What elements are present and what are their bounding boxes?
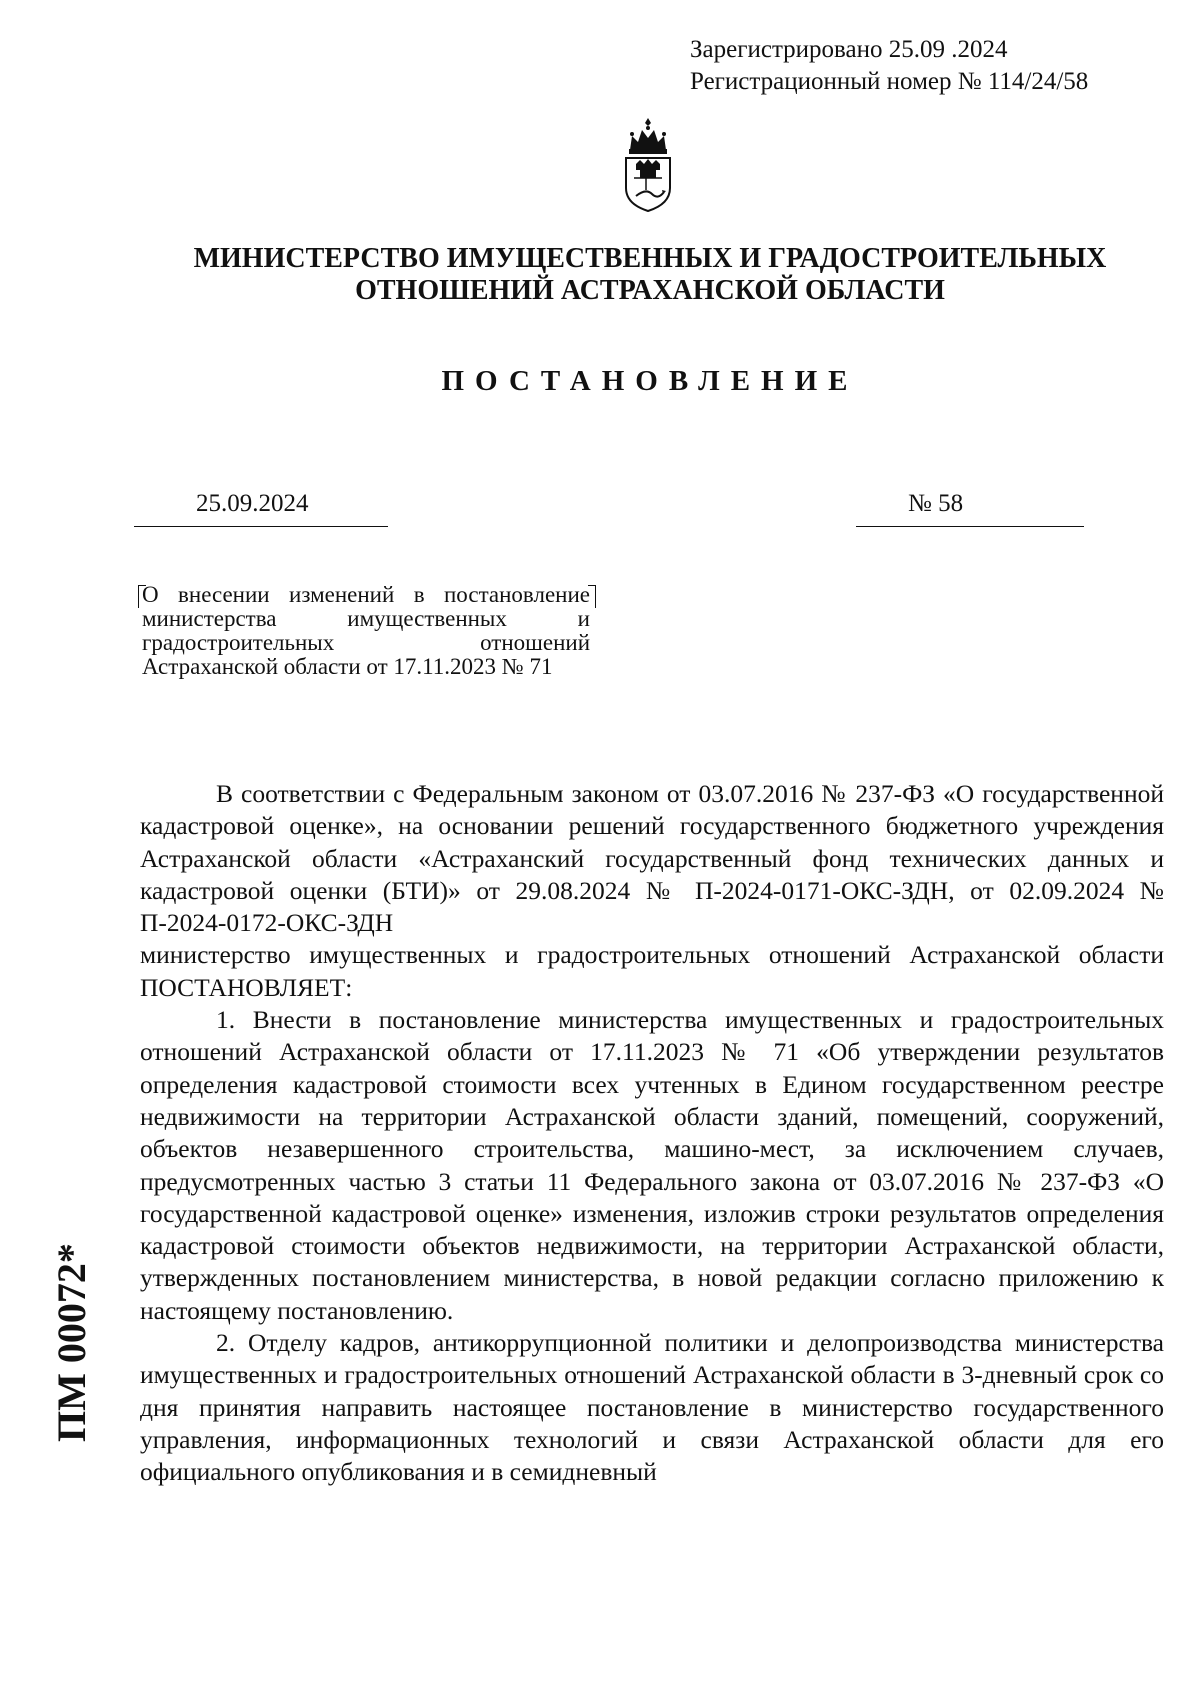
body-resolution: министерство имущественных и градостроительных отношений Астраханской области ПОСТАНОВЛЯЕТ: — [140, 940, 1164, 1002]
body-intro: В соответствии с Федеральным законом от 03.07.2016 № 237-ФЗ «О государственной кадастровой оценке», на основании решений государственного бюджетного учреждения Астраханской области «Астраханский государственный фонд технических данных и кадастровой оценки (БТИ)» от 29.08.2024 № П-2024-0171-ОКС-ЗДН, от 02.09.2024 № П-2024-0172-ОКС-ЗДН — [140, 779, 1164, 938]
registration-number: Регистрационный номер № 114/24/58 — [690, 68, 1089, 95]
decree-subject-block — [142, 583, 590, 679]
ministry-name — [120, 243, 1180, 307]
decree-date: 25.09.2024 — [196, 490, 309, 517]
ministry-name-line2: ОТНОШЕНИЙ АСТРАХАНСКОЙ ОБЛАСТИ — [355, 275, 945, 306]
decree-subject: О внесении изменений в постановление министерства имущественных и градостроительных отношений Астраханской области от 17.11.2023 № 71 — [142, 582, 590, 679]
body-item-1-text: 1. Внести в постановление министерства имущественных и градостроительных отношений Астраханской области от 17.11.2023 № 71 «Об утверждении результатов определения кадастровой стоимости всех учтенных в Едином государственном реестре недвижимости на территории Астраханской области зданий, помещений, сооружений, объектов незавершенного строительства, машино-мест, за исключением случаев, предусмотренных частью 3 статьи 11 Федерального закона от 03.07.2016 № 237-ФЗ «О государственной кадастровой оценке» изменения, изложив строки результатов определения кадастровой стоимости объектов недвижимости, на территории Астраханской области, утвержденных постановлением министерства, в новой редакции согласно приложению к настоящему постановлению. — [140, 1005, 1164, 1325]
decree-date-field — [134, 490, 388, 527]
decree-number-field — [856, 490, 1084, 527]
document-type-title: ПОСТАНОВЛЕНИЕ — [441, 365, 859, 397]
decree-number: № 58 — [908, 490, 964, 517]
registration-date: Зарегистрировано 25.09 .2024 — [690, 36, 1008, 63]
body-item-2-text: 2. Отделу кадров, антикоррупционной политики и делопроизводства министерства имущественных и градостроительных отношений Астраханской области в 3-дневный срок со дня принятия направить настоящее постановление в министерство государственного управления, информационных технологий и связи Астраханской области для его официального опубликования и в семидневный — [140, 1328, 1164, 1487]
decree-body — [140, 778, 1164, 1489]
registration-stamp — [690, 34, 1088, 98]
astrakhan-coat-of-arms-icon — [616, 116, 680, 214]
subject-corner-left — [138, 585, 146, 608]
subject-corner-right — [588, 585, 596, 608]
body-item-2 — [140, 1327, 1164, 1488]
side-registration-mark: ПМ 00072* — [49, 1243, 94, 1442]
body-resolution-paragraph — [140, 939, 1164, 1004]
body-item-1 — [140, 1004, 1164, 1327]
body-intro-paragraph — [140, 778, 1164, 939]
ministry-name-line1: МИНИСТЕРСТВО ИМУЩЕСТВЕННЫХ И ГРАДОСТРОИТЕЛЬНЫХ — [193, 243, 1107, 274]
